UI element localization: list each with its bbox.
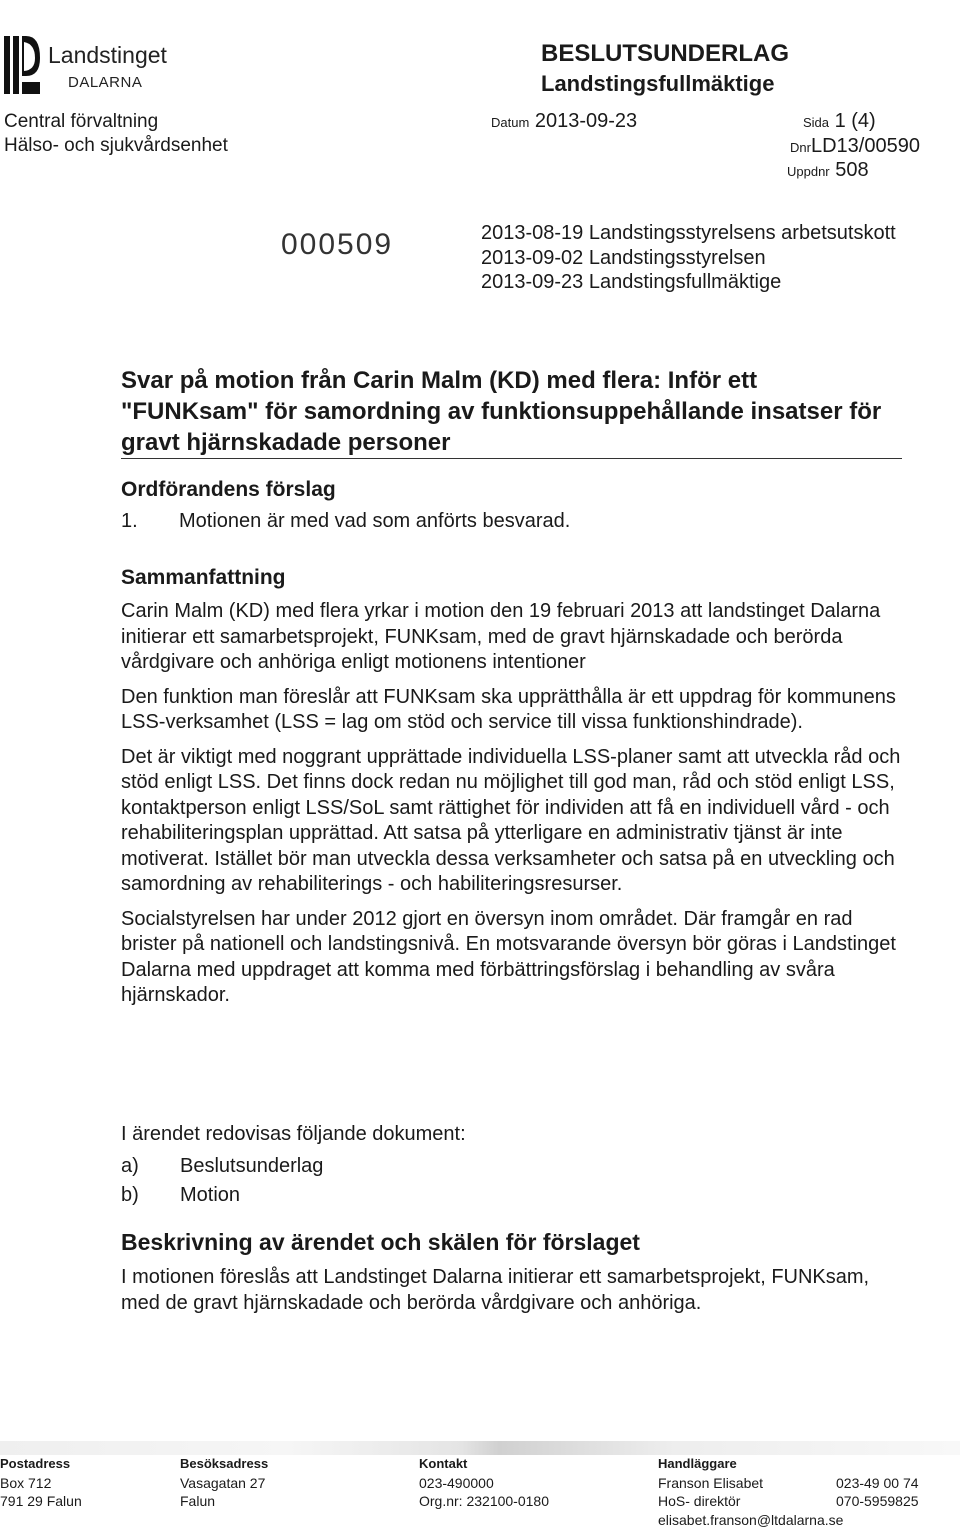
description-heading: Beskrivning av ärendet och skälen för förslaget — [121, 1229, 640, 1256]
document-letter: b) — [121, 1181, 180, 1210]
footer-postal-address — [0, 1455, 82, 1511]
logo-name: Landstinget — [48, 44, 167, 67]
summary-paragraph: Socialstyrelsen har under 2012 gjort en översyn inom området. Där framgår en rad brister på nationell och landstingsnivå. En motsvarande översyn bör göras i Landstinget Dalarna med uppdraget att komma med förbättringsförslag i behandling av svåra hjärnskador. — [121, 907, 911, 1009]
history-item: 2013-09-23 Landstingsfullmäktige — [481, 271, 781, 294]
footer-contact — [419, 1455, 549, 1511]
summary-heading: Sammanfattning — [121, 566, 286, 590]
documents-intro: I ärendet redovisas följande dokument: — [121, 1123, 466, 1146]
uppdnr-value: 508 — [835, 159, 868, 181]
date-label: Datum — [491, 115, 529, 130]
page-field — [803, 110, 876, 133]
stamp-number: 000509 — [281, 228, 393, 262]
document-name: Motion — [180, 1184, 240, 1206]
footer-value: HoS- direktör — [658, 1492, 843, 1511]
document-name: Beslutsunderlag — [180, 1155, 323, 1177]
footer-value: Vasagatan 27 — [180, 1474, 268, 1493]
document-letter: a) — [121, 1152, 180, 1181]
date-field — [491, 110, 637, 133]
proposal-heading: Ordförandens förslag — [121, 478, 336, 502]
uppdnr-label: Uppdnr — [787, 164, 830, 179]
footer-value: Org.nr: 232100-0180 — [419, 1492, 549, 1511]
footer-value: Franson Elisabet — [658, 1474, 843, 1493]
footer-label: Besöksadress — [180, 1455, 268, 1474]
date-value: 2013-09-23 — [535, 110, 637, 132]
footer-label: Kontakt — [419, 1455, 549, 1474]
document-type: BESLUTSUNDERLAG — [541, 40, 789, 68]
history-item: 2013-09-02 Landstingsstyrelsen — [481, 247, 766, 270]
footer-email: elisabet.franson@ltdalarna.se — [658, 1511, 843, 1529]
org-unit: Central förvaltning — [4, 111, 158, 133]
footer-bar — [0, 1441, 960, 1455]
page-label: Sida — [803, 115, 829, 130]
summary-paragraph: Den funktion man föreslår att FUNKsam ska upprätthålla är ett uppdrag för kommunens LSS-verksamhet (LSS = lag om stöd och service till vissa funktionshindrade). — [121, 685, 911, 736]
documents-list — [121, 1152, 323, 1209]
landstinget-logo-icon — [4, 36, 40, 94]
footer-label: Handläggare — [658, 1455, 843, 1474]
footer-value: 791 29 Falun — [0, 1492, 82, 1511]
footer-visit-address — [180, 1455, 268, 1511]
summary-body — [121, 599, 911, 1018]
footer-phone: 070-5959825 — [836, 1492, 919, 1511]
document-list-item — [121, 1152, 323, 1181]
footer-label: Postadress — [0, 1455, 82, 1474]
footer-handler — [658, 1455, 843, 1529]
proposal-item — [121, 510, 570, 533]
summary-paragraph: Det är viktigt med noggrant upprättade individuella LSS-planer samt att utveckla råd och stöd enligt LSS. Det finns dock redan nu möjlighet till god man, råd och stöd enligt LSS, kontaktperson enligt LSS/SoL samt rättighet för individen att få en individuell vård - och rehabiliteringsplan upprättad. Att satsa på ytterligare en administrativ tjänst är inte motiverat. Istället bör man utveckla dessa verksamheter och satsa på en utveckling och samordning av rehabiliterings - och habiliteringsresurser. — [121, 745, 911, 898]
dnr-value: LD13/00590 — [811, 135, 920, 157]
title-divider — [121, 458, 902, 459]
footer-phone: 023-49 00 74 — [836, 1474, 919, 1493]
footer-value: 023-490000 — [419, 1474, 549, 1493]
footer-phones — [836, 1455, 919, 1511]
document-body: Landstingsfullmäktige — [541, 71, 774, 97]
dnr-field — [790, 135, 920, 158]
description-paragraph: I motionen föreslås att Landstinget Dalarna initierar ett samarbetsprojekt, FUNKsam, med de gravt hjärnskadade och berörda vårdgivare och anhöriga. — [121, 1265, 911, 1316]
org-subunit: Hälso- och sjukvårdsenhet — [4, 135, 228, 157]
footer-value: Falun — [180, 1492, 268, 1511]
uppdnr-field — [787, 159, 869, 182]
page-value: 1 (4) — [835, 110, 876, 132]
proposal-item-number: 1. — [121, 510, 179, 533]
footer-value: Box 712 — [0, 1474, 82, 1493]
description-body — [121, 1265, 911, 1325]
dnr-label: Dnr — [790, 140, 811, 155]
summary-paragraph: Carin Malm (KD) med flera yrkar i motion den 19 februari 2013 att landstinget Dalarna initierar ett samarbetsprojekt, FUNKsam, med de gravt hjärnskadade och berörda vårdgivare och anhöriga enligt motionens intentioner — [121, 599, 911, 676]
proposal-item-text: Motionen är med vad som anförts besvarad. — [179, 510, 570, 532]
document-title: Svar på motion från Carin Malm (KD) med flera: Inför ett "FUNKsam" för samordning av funktionsuppehållande insatser för gravt hjärnskadade personer — [121, 365, 901, 458]
logo-subtitle: DALARNA — [68, 74, 142, 91]
document-list-item — [121, 1181, 323, 1210]
history-item: 2013-08-19 Landstingsstyrelsens arbetsutskott — [481, 222, 896, 245]
